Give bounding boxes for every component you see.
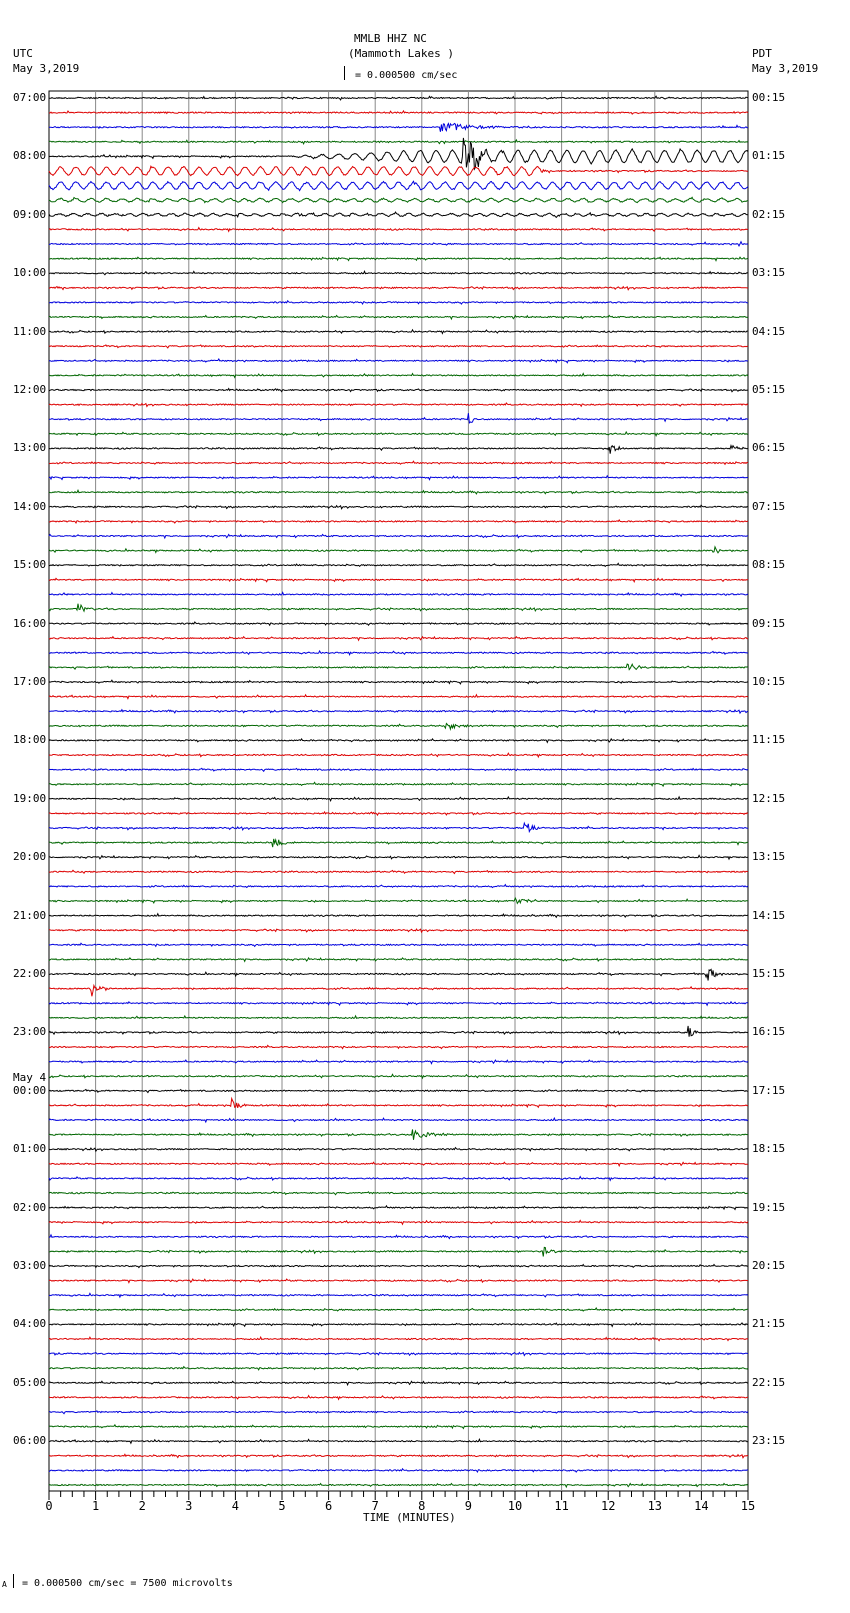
- x-tick-label: 6: [324, 1499, 333, 1513]
- pdt-hour-label: 19:15: [752, 1200, 786, 1214]
- seismic-trace: [49, 1337, 748, 1341]
- seismic-trace: [49, 520, 748, 523]
- seismic-trace: [49, 812, 748, 815]
- utc-hour-label: 00:00: [13, 1083, 47, 1097]
- pdt-hour-label: 01:15: [752, 149, 786, 163]
- x-tick-label: 4: [231, 1499, 240, 1513]
- utc-hour-label: 02:00: [13, 1200, 47, 1214]
- seismic-trace: [49, 622, 748, 625]
- footer-scale-note: = 0.000500 cm/sec = 7500 microvolts: [22, 1578, 233, 1589]
- pdt-hour-label: 08:15: [752, 558, 786, 572]
- pdt-hour-label: 06:15: [752, 441, 786, 455]
- seismic-trace: [49, 111, 748, 114]
- seismic-trace: [49, 1129, 748, 1139]
- seismic-trace: [49, 664, 748, 670]
- x-tick-label: 9: [464, 1499, 473, 1513]
- seismic-trace: [49, 461, 748, 464]
- seismic-trace: [49, 797, 748, 801]
- utc-hour-label: 21:00: [13, 908, 47, 922]
- seismic-trace: [49, 1265, 748, 1268]
- utc-hour-label: 16:00: [13, 616, 47, 630]
- seismic-trace: [49, 257, 748, 260]
- pdt-hour-label: 05:15: [752, 383, 786, 396]
- utc-hour-label: 22:00: [13, 967, 47, 980]
- seismic-trace: [49, 181, 748, 190]
- seismic-trace: [49, 403, 748, 407]
- scale-label: = 0.000500 cm/sec: [355, 70, 458, 81]
- seismic-trace: [49, 1235, 748, 1239]
- x-tick-label: 2: [138, 1499, 146, 1513]
- utc-hour-label: 03:00: [13, 1259, 47, 1272]
- utc-hour-label: 13:00: [13, 441, 47, 455]
- utc-hour-label: 07:00: [13, 91, 47, 104]
- pdt-hour-label: 23:15: [752, 1434, 786, 1448]
- pdt-hour-label: 20:15: [752, 1259, 786, 1272]
- seismic-trace: [49, 739, 748, 743]
- x-axis-label: TIME (MINUTES): [363, 1511, 456, 1524]
- seismic-trace: [49, 753, 748, 757]
- pdt-hour-label: 12:15: [752, 791, 786, 805]
- pdt-hour-label: 22:15: [752, 1375, 786, 1389]
- seismic-trace: [49, 1192, 748, 1195]
- seismic-trace: [49, 316, 748, 320]
- seismic-trace: [49, 563, 748, 566]
- x-tick-label: 15: [740, 1499, 756, 1513]
- utc-hour-label: 05:00: [13, 1375, 47, 1389]
- x-tick-label: 3: [185, 1499, 193, 1513]
- seismic-trace: [49, 1026, 748, 1037]
- seismic-trace: [49, 986, 748, 997]
- seismic-trace: [49, 1469, 748, 1472]
- seismic-trace: [49, 301, 748, 304]
- x-tick-label: 14: [694, 1499, 709, 1513]
- pdt-hour-label: 07:15: [752, 499, 786, 513]
- seismic-trace: [49, 197, 748, 202]
- utc-hour-label: 20:00: [13, 850, 47, 864]
- x-tick-label: 13: [647, 1499, 663, 1513]
- footer-marker: A: [2, 1580, 7, 1589]
- seismic-trace: [49, 345, 748, 348]
- seismic-trace: [49, 680, 748, 684]
- seismic-trace: [49, 1308, 748, 1311]
- x-tick-label: 8: [418, 1499, 426, 1513]
- seismic-trace: [49, 242, 748, 246]
- seismic-trace: [49, 943, 748, 946]
- utc-hour-label: 08:00: [13, 149, 47, 163]
- seismic-trace: [49, 490, 748, 494]
- seismic-trace: [49, 359, 748, 363]
- seismic-trace: [49, 855, 748, 859]
- seismic-trace: [49, 446, 748, 454]
- seismic-trace: [49, 1454, 748, 1457]
- right-date: May 3,2019: [752, 62, 819, 75]
- x-tick-label: 5: [278, 1499, 286, 1513]
- seismic-trace: [49, 1396, 748, 1400]
- pdt-hour-label: 09:15: [752, 616, 786, 630]
- utc-hour-label: 09:00: [13, 207, 47, 221]
- seismic-trace: [49, 1247, 748, 1256]
- station-location: (Mammoth Lakes ): [348, 47, 454, 60]
- seismic-trace: [49, 1090, 748, 1093]
- seismic-trace: [49, 651, 748, 655]
- pdt-hour-label: 15:15: [752, 967, 786, 980]
- footer-scale-bar-icon: [13, 1574, 16, 1588]
- seismic-trace: [49, 839, 748, 847]
- x-tick-label: 10: [507, 1499, 523, 1513]
- pdt-hour-label: 00:15: [752, 91, 786, 104]
- pdt-hour-label: 16:15: [752, 1025, 786, 1039]
- utc-hour-label: 12:00: [13, 383, 47, 396]
- seismic-trace: [49, 929, 748, 932]
- seismic-trace: [49, 1323, 748, 1327]
- seismic-trace: [49, 898, 748, 903]
- left-timezone: UTC: [13, 47, 33, 60]
- utc-hour-label: 15:00: [13, 558, 47, 572]
- left-date: May 3,2019: [13, 62, 80, 75]
- seismic-trace: [49, 637, 748, 641]
- seismic-trace: [49, 695, 748, 699]
- plot-frame: [49, 91, 748, 1491]
- utc-hour-label: 19:00: [13, 791, 47, 805]
- utc-hour-label: 14:00: [13, 499, 47, 513]
- seismic-trace: [49, 96, 748, 100]
- seismic-trace: [49, 140, 748, 144]
- seismic-trace: [49, 1220, 748, 1224]
- seismic-trace: [49, 505, 748, 509]
- seismic-trace: [49, 1060, 748, 1064]
- seismic-trace: [49, 604, 748, 612]
- seismic-trace: [49, 1016, 748, 1019]
- seismic-trace: [49, 958, 748, 962]
- utc-date-label: May 4: [13, 1070, 47, 1084]
- seismic-trace: [49, 885, 748, 888]
- utc-hour-label: 06:00: [13, 1434, 47, 1448]
- seismic-trace: [49, 1074, 748, 1078]
- seismic-trace: [49, 1148, 748, 1152]
- seismic-trace: [49, 969, 748, 980]
- utc-hour-label: 04:00: [13, 1317, 47, 1331]
- seismic-trace: [49, 123, 748, 131]
- x-tick-label: 0: [45, 1499, 53, 1513]
- utc-hour-label: 11:00: [13, 324, 47, 338]
- seismic-trace: [49, 1293, 748, 1297]
- pdt-hour-label: 13:15: [752, 850, 786, 864]
- seismic-trace: [49, 1425, 748, 1429]
- seismic-trace: [49, 1118, 748, 1122]
- seismic-trace: [49, 768, 748, 771]
- pdt-hour-label: 18:15: [752, 1142, 786, 1156]
- seismic-trace: [49, 271, 748, 274]
- pdt-hour-label: 17:15: [752, 1083, 786, 1097]
- seismic-trace: [49, 389, 748, 392]
- seismic-trace: [49, 1162, 748, 1166]
- pdt-hour-label: 02:15: [752, 207, 786, 221]
- seismic-trace: [49, 1002, 748, 1005]
- seismic-trace: [49, 1279, 748, 1283]
- seismic-trace: [49, 1099, 748, 1108]
- seismic-trace: [49, 228, 748, 232]
- seismic-trace: [49, 870, 748, 873]
- utc-hour-label: 18:00: [13, 733, 47, 747]
- seismic-trace: [49, 330, 748, 334]
- seismic-trace: [49, 1353, 748, 1356]
- right-timezone: PDT: [752, 47, 772, 60]
- station-title: MMLB HHZ NC: [354, 32, 427, 45]
- seismic-trace: [49, 1439, 748, 1443]
- pdt-hour-label: 04:15: [752, 324, 786, 338]
- seismic-trace: [49, 782, 748, 786]
- utc-hour-label: 10:00: [13, 266, 47, 280]
- seismic-trace: [49, 593, 748, 597]
- pdt-hour-label: 10:15: [752, 675, 786, 688]
- seismic-trace: [49, 1045, 748, 1048]
- seismic-trace: [49, 1177, 748, 1181]
- seismic-trace: [49, 166, 748, 175]
- seismic-trace: [49, 476, 748, 480]
- x-tick-label: 12: [600, 1499, 616, 1513]
- seismic-trace: [49, 547, 748, 553]
- seismic-trace: [49, 374, 748, 378]
- seismic-trace: [49, 432, 748, 436]
- seismic-trace: [49, 1381, 748, 1385]
- pdt-hour-label: 14:15: [752, 908, 786, 922]
- utc-hour-label: 17:00: [13, 675, 47, 688]
- seismic-trace: [49, 823, 748, 831]
- seismic-trace: [49, 578, 748, 581]
- utc-hour-label: 23:00: [13, 1025, 47, 1039]
- seismic-trace: [49, 914, 748, 918]
- pdt-hour-label: 03:15: [752, 266, 786, 280]
- seismic-trace: [49, 212, 748, 217]
- seismic-trace: [49, 710, 748, 713]
- seismic-trace: [49, 1411, 748, 1414]
- pdt-hour-label: 11:15: [752, 733, 786, 747]
- seismic-trace: [49, 1206, 748, 1210]
- seismic-trace: [49, 535, 748, 539]
- seismic-trace: [49, 413, 748, 423]
- seismic-trace: [49, 1367, 748, 1370]
- seismic-trace: [49, 724, 748, 730]
- utc-hour-label: 01:00: [13, 1142, 47, 1156]
- x-tick-label: 11: [554, 1499, 569, 1513]
- seismic-trace: [49, 1484, 748, 1488]
- seismic-trace: [49, 287, 748, 290]
- x-tick-label: 7: [371, 1499, 379, 1513]
- x-tick-label: 1: [91, 1499, 100, 1513]
- pdt-hour-label: 21:15: [752, 1317, 786, 1331]
